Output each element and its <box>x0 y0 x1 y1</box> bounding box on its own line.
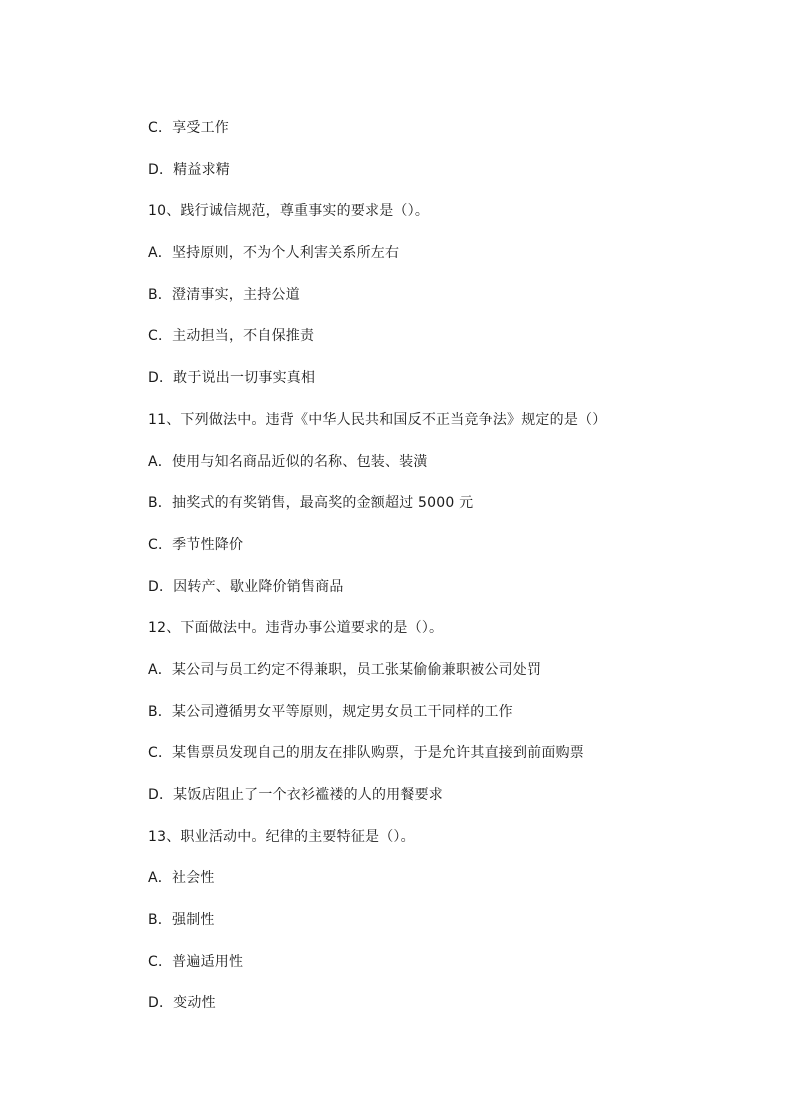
question-11-option-d: D．因转产、歇业降价销售商品 <box>148 578 344 595</box>
question-13-option-a: A．社会性 <box>148 870 215 887</box>
question-10-option-c: C．主动担当，不自保推责 <box>148 328 315 345</box>
question-13: 13、职业活动中。纪律的主要特征是（）。 <box>148 828 415 845</box>
question-12-option-a: A．某公司与员工约定不得兼职，员工张某偷偷兼职被公司处罚 <box>148 661 542 678</box>
question-13-option-c: C．普遍适用性 <box>148 953 244 970</box>
option-c-line: C．享受工作 <box>148 120 229 136</box>
question-list <box>148 116 748 1033</box>
question-12-option-b: B．某公司遵循男女平等原则，规定男女员工干同样的工作 <box>148 703 513 720</box>
question-10: 10、践行诚信规范，尊重事实的要求是（）。 <box>148 203 430 220</box>
question-13-option-d: D．变动性 <box>148 995 216 1012</box>
question-11-option-c: C．季节性降价 <box>148 536 244 553</box>
option-d-line: D．精益求精 <box>148 161 230 178</box>
question-12: 12、下面做法中。违背办事公道要求的是（）。 <box>148 620 444 637</box>
question-13-option-b: B．强制性 <box>148 912 215 929</box>
question-11: 11、下列做法中。违背《中华人民共和国反不正当竞争法》规定的是（） <box>148 411 607 428</box>
question-10-option-a: A．坚持原则，不为个人利害关系所左右 <box>148 245 400 262</box>
question-11-option-b: B．抽奖式的有奖销售，最高奖的金额超过 5000 元 <box>148 495 474 512</box>
question-10-option-d: D．敢于说出一切事实真相 <box>148 370 316 387</box>
question-10-option-b: B．澄清事实，主持公道 <box>148 286 300 303</box>
question-11-option-a: A．使用与知名商品近似的名称、包装、装潢 <box>148 453 428 470</box>
question-12-option-d: D．某饭店阻止了一个衣衫褴褛的人的用餐要求 <box>148 787 443 803</box>
question-12-option-c: C．某售票员发现自己的朋友在排队购票，于是允许其直接到前面购票 <box>148 745 584 762</box>
